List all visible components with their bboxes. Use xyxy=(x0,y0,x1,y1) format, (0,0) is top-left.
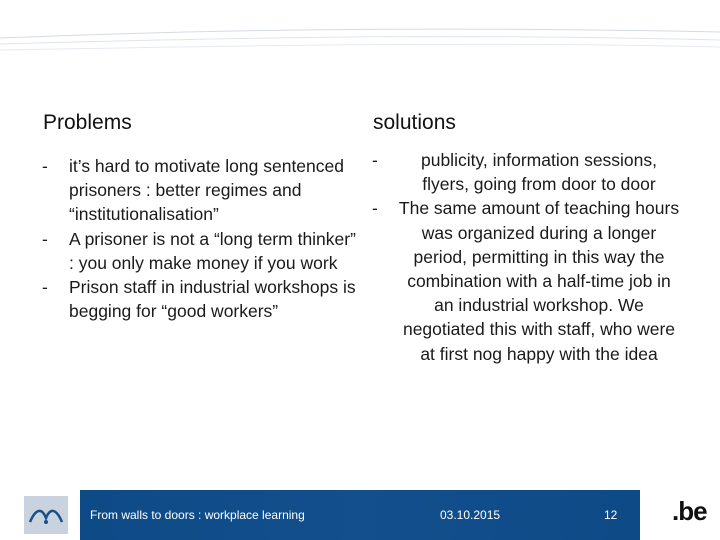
solution-item xyxy=(372,148,682,196)
bullet-dash: - xyxy=(372,198,378,219)
bullet-dash: - xyxy=(42,277,48,298)
bird-logo-icon xyxy=(24,496,68,534)
footer-date: 03.10.2015 xyxy=(440,508,501,522)
page-number: 12 xyxy=(604,508,618,522)
problem-item xyxy=(42,275,362,323)
solutions-heading: solutions xyxy=(373,111,456,134)
solution-text: The same amount of teaching hours was organized during a longer period, permitting in this way the combination with a half-time job in an industrial workshop. We negotiated this with staff, who were at first nog happy with the idea xyxy=(398,198,680,364)
problems-heading: Problems xyxy=(43,111,132,134)
problem-text: Prison staff in industrial workshops is begging for “good workers” xyxy=(69,277,356,322)
solution-item xyxy=(372,196,682,365)
bullet-dash: - xyxy=(42,156,48,176)
be-brand-logo: .be xyxy=(672,496,707,526)
problem-item xyxy=(42,227,362,275)
bullet-dash: - xyxy=(42,228,48,249)
top-wave-decoration xyxy=(0,0,720,70)
solutions-list xyxy=(372,148,682,366)
solution-text: publicity, information sessions, flyers, going from door to door xyxy=(420,150,658,195)
footer xyxy=(0,490,720,540)
footer-title: From walls to doors : workplace learning xyxy=(90,508,305,522)
problem-text: A prisoner is not a “long term thinker” : you only make money if you work xyxy=(69,228,356,273)
problem-text: it’s hard to motivate long sentenced prisoners : better regimes and “institutionalisation” xyxy=(69,156,344,225)
problem-item xyxy=(42,154,362,227)
bullet-dash: - xyxy=(372,150,378,170)
problems-list xyxy=(42,154,362,323)
